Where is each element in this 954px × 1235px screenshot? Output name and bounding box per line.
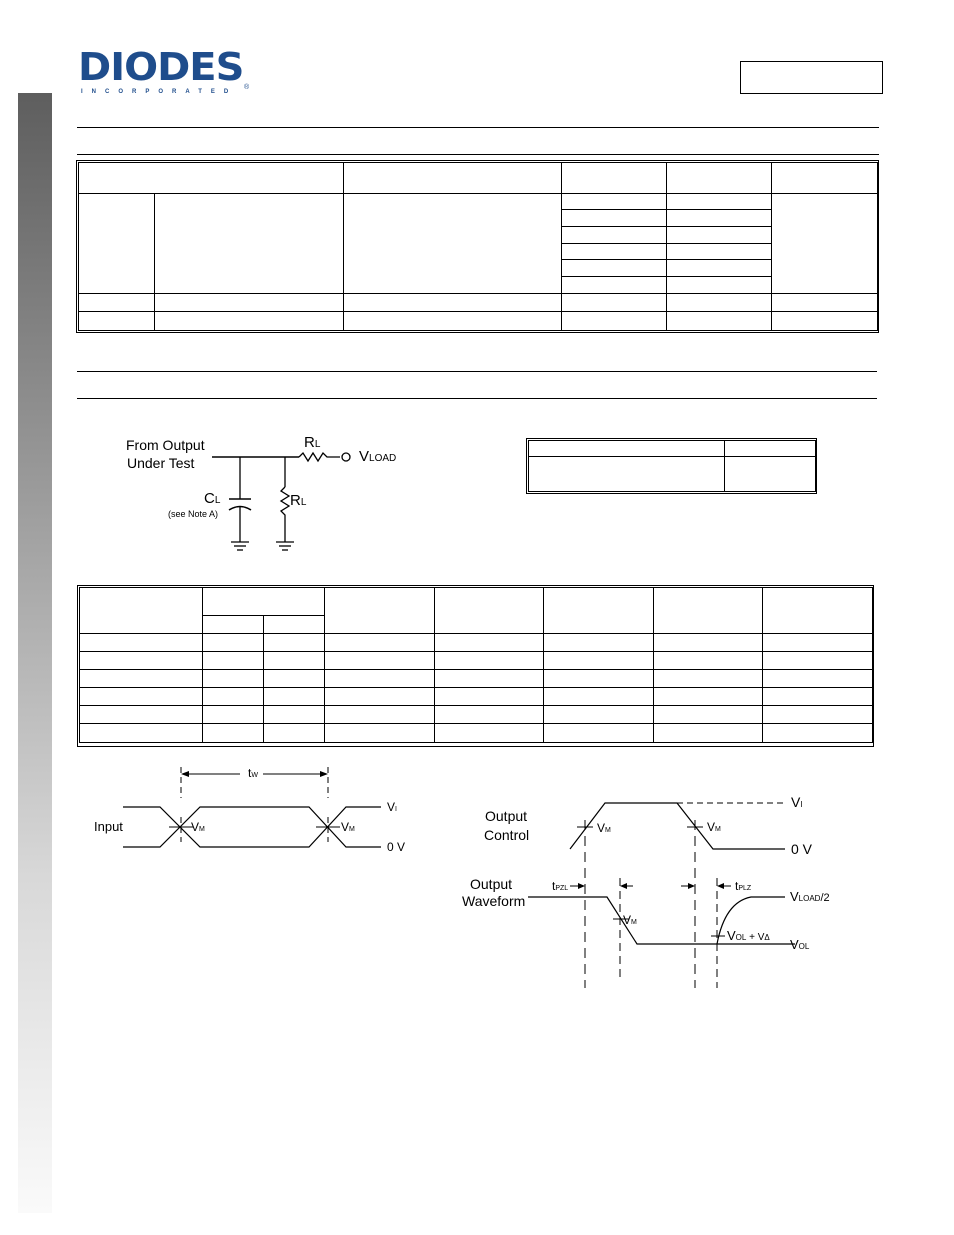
rl-side-label: RL [290,492,307,509]
tplz-arrow-head [717,883,724,889]
vm2-label: VM [707,820,721,834]
rl-top-label: RL [304,434,321,451]
vload-half-label: VLOAD/2 [790,889,830,904]
output-control-label: Control [484,827,530,843]
logo-wordmark: DIODES [78,46,244,90]
tw-arrow-head [320,771,328,777]
vload-label: VLOAD [359,448,397,465]
vm3-label: VM [623,913,637,927]
section-rule [77,127,879,128]
vload-terminal [342,453,350,461]
vol-plus-delta-label: VOL + VΔ [727,928,770,943]
tpzl-label: tPZL [552,879,569,893]
vi-label: VI [791,794,803,810]
tw-arrow-head [181,771,189,777]
section-rule [77,371,877,372]
vm1-label: VM [597,821,611,835]
tplz-arrow-head [688,883,695,889]
vi-label: VI [387,800,397,814]
output-waveform-label: Output [470,876,513,892]
cl-note-label: (see Note A) [168,509,219,519]
circuit-from-label: From Output [126,437,205,453]
circuit-under-test-label: Under Test [127,455,195,471]
vm-right-label: VM [341,820,355,834]
logo-tagline: INCORPORATED [81,89,238,95]
load-circuit-diagram [110,425,420,560]
part-number-box [740,61,883,94]
tpzl-arrow-head [620,883,627,889]
series-resistor [299,453,340,461]
logo-registered-mark: ® [244,84,250,91]
output-waveform-label: Waveform [462,893,526,909]
pulse-duration-diagram [85,760,425,860]
table-outer-border [526,438,817,494]
enable-disable-timing-diagram [455,790,845,990]
tpzl-arrow-head [578,883,585,889]
cl-label: CL [204,490,221,507]
shunt-resistor [281,487,289,542]
input-label: Input [94,819,123,834]
section-rule [77,398,877,399]
section-rule [77,154,879,155]
table-outer-border [76,160,879,333]
page-side-bar [18,93,52,1213]
company-logo [78,46,253,100]
tw-label: tW [248,766,258,780]
output-control-label: Output [485,808,528,824]
zero-v-label: 0 V [387,840,406,854]
zero-v-label: 0 V [791,841,813,857]
table-outer-border [77,585,874,747]
vm-left-label: VM [191,820,205,834]
tplz-label: tPLZ [735,879,752,893]
vol-label: VOL [790,937,810,952]
